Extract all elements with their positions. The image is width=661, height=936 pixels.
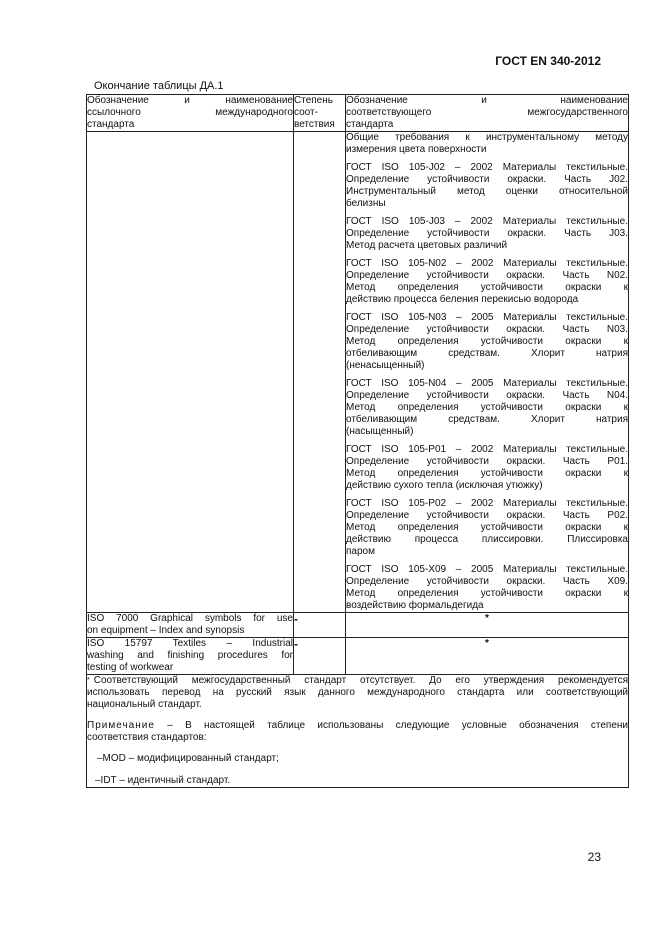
table-row (87, 638, 629, 675)
table-row (87, 613, 629, 638)
list-item: ГОСТ ISO 105-P01 – 2002 Материалы текстильные. Определение устойчивости окраски. Часть P01. Метод определения устойчивости окраски к действию сухого тепла (исключая утюжку) (346, 444, 628, 491)
interstate-standards-list (346, 132, 629, 613)
page-number: 23 (587, 850, 601, 864)
list-item: ГОСТ ISO 105-P02 – 2002 Материалы текстильные. Определение устойчивости окраски. Часть P02. Метод определения устойчивости окраски к действию процесса плиссировки. Плиссировка паром (346, 498, 628, 557)
note: Примечание – В настоящей таблице использованы следующие условные обозначения степени соответствия стандартов: (87, 720, 628, 743)
footnote-mark: * (87, 677, 90, 684)
list-item: ГОСТ ISO 105-N03 – 2005 Материалы текстильные. Определение устойчивости окраски. Часть N03. Метод определения устойчивости окраски к отбеливающим средствам. Хлорит натрия (ненасыщенный) (346, 312, 628, 371)
empty-degree-cell (294, 132, 346, 613)
note-label: Примечание (87, 720, 155, 731)
interstate-cell: * (346, 638, 629, 675)
list-item: ГОСТ ISO 105-J02 – 2002 Материалы текстильные. Определение устойчивости окраски. Часть J02. Инструментальный метод оценки относительной белизны (346, 162, 628, 209)
header-interstate-standard: Обозначение и наименование соответствующего межгосударственного стандарта (346, 95, 628, 130)
header-degree-of-compliance: Степень соот- ветствия (294, 95, 346, 132)
intl-standard-cell: ISO 7000 Graphical symbols for use on equipment – Index and synopsis (87, 613, 293, 636)
footnote-row (87, 675, 629, 788)
interstate-cell: * (346, 613, 629, 638)
list-item: Общие требования к инструментальному методу измерения цвета поверхности (346, 132, 628, 155)
intl-standard-cell: ISO 15797 Textiles – Industrial washing and finishing procedures for testing of workwear (87, 638, 293, 673)
table-caption: Окончание таблицы ДА.1 (94, 80, 224, 92)
legend-idt: –IDT – идентичный стандарт. (95, 775, 231, 786)
footnote-cell (87, 675, 629, 788)
header-international-standard: Обозначение и наименование ссылочного международного стандарта (87, 95, 293, 130)
empty-intl-cell (87, 132, 294, 613)
standards-table (86, 94, 629, 788)
list-item: ГОСТ ISO 105-X09 – 2005 Материалы текстильные. Определение устойчивости окраски. Часть X09. Метод определения устойчивости окраски к воздействию формальдегида (346, 564, 628, 611)
list-item: ГОСТ ISO 105-N02 – 2002 Материалы текстильные. Определение устойчивости окраски. Часть N02. Метод определения устойчивости окраски к действию процесса беления перекисью водорода (346, 258, 628, 305)
list-item: ГОСТ ISO 105-N04 – 2005 Материалы текстильные. Определение устойчивости окраски. Часть N04. Метод определения устойчивости окраски к отбеливающим средствам. Хлорит натрия (насыщенный) (346, 378, 628, 437)
legend-mod: –MOD – модифицированный стандарт; (97, 753, 279, 764)
table-header-row (87, 95, 629, 132)
document-code: ГОСТ EN 340-2012 (495, 54, 601, 68)
degree-cell: - (294, 638, 346, 675)
table-row-continuation (87, 132, 629, 613)
footnote: * Соответствующий межгосударственный стандарт отсутствует. До его утверждения рекомендуется использовать перевод на русский язык данного международного стандарта или соответствующий национальный стандарт. (87, 675, 628, 710)
list-item: ГОСТ ISO 105-J03 – 2002 Материалы текстильные. Определение устойчивости окраски. Часть J03. Метод расчета цветовых различий (346, 216, 628, 251)
degree-cell: - (294, 613, 346, 638)
